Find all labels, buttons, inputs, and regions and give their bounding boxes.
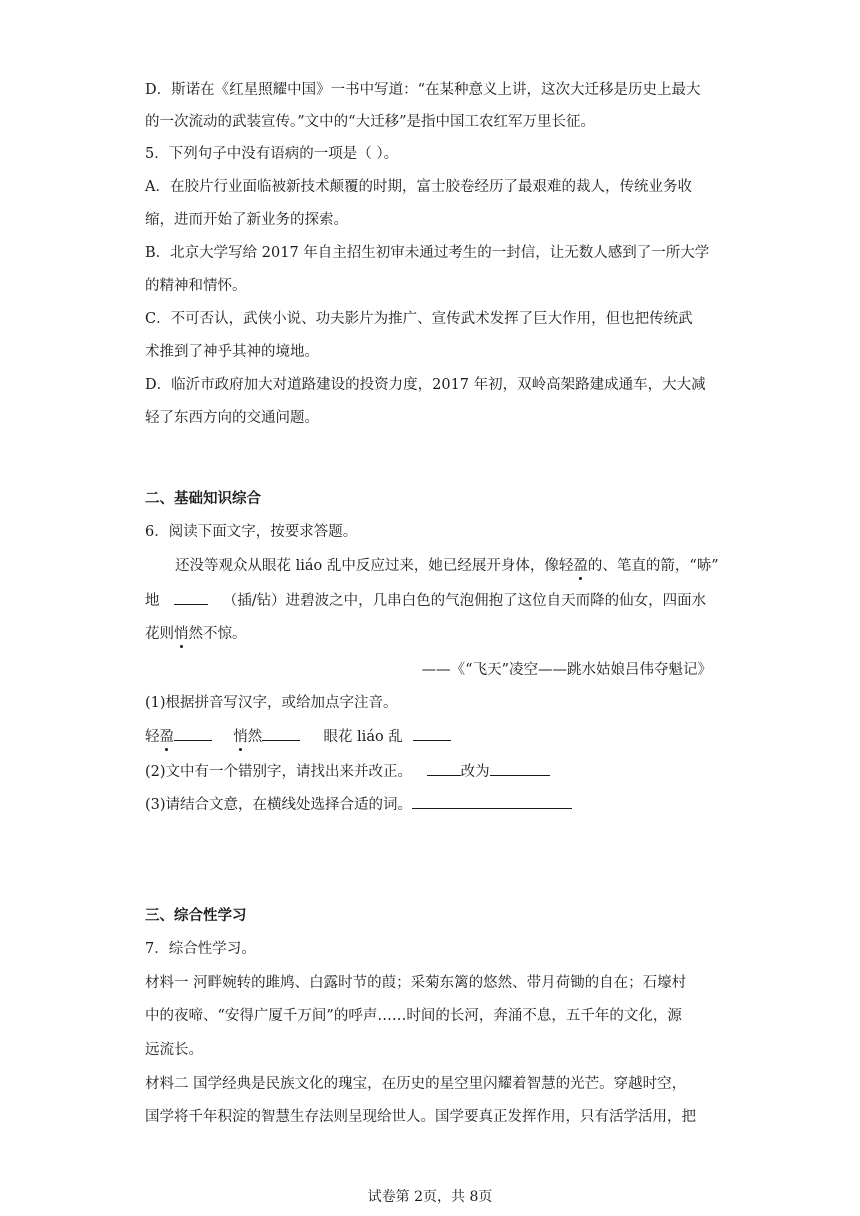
q6-sub2-text: (2)文中有一个错别字，请找出来并改正。 bbox=[145, 764, 413, 780]
word2-post: 然 bbox=[247, 729, 263, 745]
word1-dotted: 盈 bbox=[159, 729, 174, 745]
answer-blank-3[interactable] bbox=[413, 726, 451, 741]
q6-sub1: (1)根据拼音写汉字，或给加点字注音。 bbox=[145, 695, 398, 711]
material2-line2: 国学将千年积淀的智慧生存法则呈现给世人。国学要真正发挥作用，只有活学活用，把 bbox=[145, 1109, 696, 1125]
page-footer: 试卷第 2页，共 8页 bbox=[367, 1189, 493, 1205]
q5-option-a-line2: 缩，进而开始了新业务的探索。 bbox=[145, 212, 348, 228]
dotted-char-ying: 盈 bbox=[573, 558, 588, 574]
word1-pre: 轻 bbox=[145, 729, 160, 745]
passage-line2-pre: 地 bbox=[145, 593, 160, 609]
passage-line1-pre: 还没等观众从眼花 liáo 乱中反应过来，她已经展开身体，像轻 bbox=[175, 558, 574, 574]
passage-line3-pre: 花则 bbox=[145, 626, 174, 642]
passage-line2 bbox=[145, 590, 706, 611]
dotted-char-qiao: 悄 bbox=[174, 626, 189, 642]
answer-blank-wrong-char[interactable] bbox=[427, 761, 461, 776]
q4-option-d-line2: 的一次流动的武装宣传。”文中的“大迁移”是指中国工农红军万里长征。 bbox=[145, 114, 595, 130]
word2-dotted: 悄 bbox=[233, 729, 248, 745]
answer-blank-2[interactable] bbox=[262, 726, 300, 741]
passage-line3 bbox=[145, 624, 247, 644]
q6-stem: 6．阅读下面文字，按要求答题。 bbox=[145, 524, 358, 540]
passage-line1 bbox=[175, 556, 719, 576]
answer-blank-1[interactable] bbox=[174, 726, 212, 741]
q6-sub2 bbox=[145, 761, 550, 782]
q5-option-d-line1: D．临沂市政府加大对道路建设的投资力度，2017 年初，双岭高架路建成通车，大大减 bbox=[145, 377, 706, 393]
q4-option-d-line1: D．斯诺在《红星照耀中国》一书中写道：“在某种意义上讲，这次大迁移是历史上最大 bbox=[145, 82, 701, 98]
section3-title: 三、综合性学习 bbox=[145, 908, 247, 924]
q5-option-b-line1: B．北京大学写给 2017 年自主招生初审未通过考生的一封信，让无数人感到了一所大学 bbox=[145, 245, 710, 261]
q6-sub1-answers bbox=[145, 726, 451, 747]
passage-source: ——《“飞天”凌空——跳水姑娘吕伟夺魁记》 bbox=[421, 662, 712, 678]
passage-line3-post: 然不惊。 bbox=[188, 626, 247, 642]
material2-line1: 材料二 国学经典是民族文化的瑰宝，在历史的星空里闪耀着智慧的光芒。穿越时空， bbox=[145, 1076, 687, 1092]
material1-line3: 远流长。 bbox=[145, 1042, 203, 1058]
passage-line2-post: （插/钻）进碧波之中，几串白色的气泡佣抱了这位自天而降的仙女，四面水 bbox=[222, 593, 707, 609]
material1-line2: 中的夜啼、“安得广厦千万间”的呼声……时间的长河，奔涌不息，五千年的文化，源 bbox=[145, 1008, 682, 1024]
word3: 眼花 liáo 乱 bbox=[323, 729, 403, 745]
q5-option-a-line1: A．在胶片行业面临被新技术颠覆的时期，富士胶卷经历了最艰难的裁人，传统业务收 bbox=[145, 179, 692, 195]
q5-option-d-line2: 轻了东西方向的交通问题。 bbox=[145, 410, 319, 426]
q5-option-c-line2: 术推到了神乎其神的境地。 bbox=[145, 344, 319, 360]
q5-option-c-line1: C．不可否认，武侠小说、功夫影片为推广、宣传武术发挥了巨大作用，但也把传统武 bbox=[145, 311, 693, 327]
passage-blank[interactable] bbox=[174, 590, 208, 605]
q5-option-b-line2: 的精神和情怀。 bbox=[145, 278, 247, 294]
answer-blank-correct-char[interactable] bbox=[490, 761, 550, 776]
q6-sub3 bbox=[145, 794, 572, 815]
material1-line1: 材料一 河畔婉转的雎鸠、白露时节的葭；采菊东篱的悠然、带月荷锄的自在；石壕村 bbox=[145, 975, 687, 991]
q6-sub2-mid: 改为 bbox=[460, 764, 490, 780]
q7-stem: 7．综合性学习。 bbox=[145, 941, 256, 957]
q5-stem: 5．下列句子中没有语病的一项是（ ）。 bbox=[145, 146, 399, 162]
q6-sub3-text: (3)请结合文意，在横线处选择合适的词。 bbox=[145, 797, 413, 813]
passage-line1-post: 的、笔直的箭，“哧” bbox=[587, 558, 719, 574]
section2-title: 二、基础知识综合 bbox=[145, 491, 261, 507]
answer-blank-word[interactable] bbox=[412, 794, 572, 809]
